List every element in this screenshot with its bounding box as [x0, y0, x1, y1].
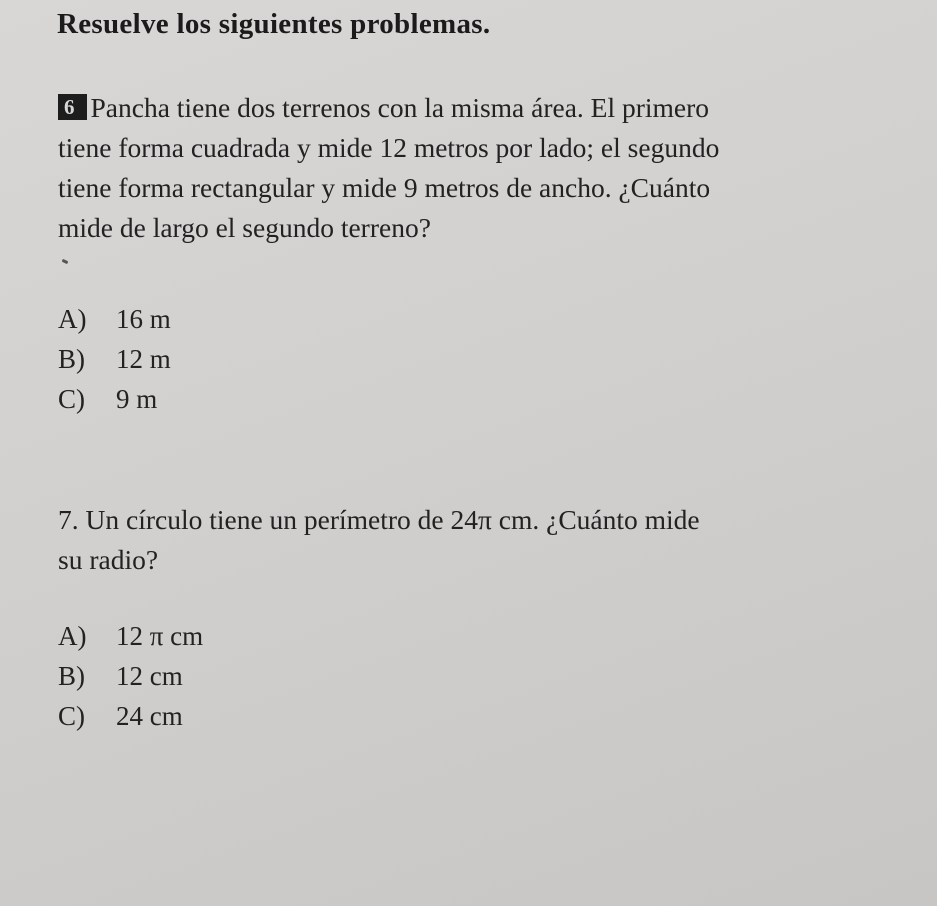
option-letter: A) [58, 621, 87, 651]
problem-6-line-1 [58, 88, 928, 128]
option-letter: C) [58, 701, 85, 731]
problem-7-option-b[interactable] [58, 656, 203, 696]
option-text: 24 cm [116, 701, 183, 731]
problem-6-line-1-text: Pancha tiene dos terrenos con la misma área. El primero [90, 92, 710, 123]
option-letter: C) [58, 384, 85, 414]
problem-6-option-a[interactable] [58, 299, 171, 339]
option-text: 12 m [116, 344, 171, 374]
problem-7-options [58, 616, 203, 736]
option-text: 12 cm [116, 661, 183, 691]
option-letter: A) [58, 304, 87, 334]
paper-speck [62, 259, 69, 264]
problem-6-option-b[interactable] [58, 339, 171, 379]
problem-6-line-2: tiene forma cuadrada y mide 12 metros por lado; el segundo [58, 132, 720, 163]
problem-6-options [58, 299, 171, 419]
option-text: 12 π cm [116, 621, 204, 651]
problem-6-line-3: tiene forma rectangular y mide 9 metros de ancho. ¿Cuánto [58, 172, 711, 203]
worksheet-heading: Resuelve los siguientes problemas. [57, 8, 491, 40]
option-text: 16 m [116, 304, 171, 334]
problem-7-line-1: 7. Un círculo tiene un perímetro de 24π cm. ¿Cuánto mide [58, 504, 700, 535]
option-text: 9 m [116, 384, 158, 414]
problem-7-option-a[interactable] [58, 616, 203, 656]
option-letter: B) [58, 344, 85, 374]
problem-6-statement [58, 88, 928, 248]
problem-7-statement [58, 500, 918, 580]
option-letter: B) [58, 661, 85, 691]
problem-7-option-c[interactable] [58, 696, 203, 736]
problem-6-line-4: mide de largo el segundo terreno? [58, 212, 431, 243]
problem-7-line-2: su radio? [58, 544, 159, 575]
problem-6-number-badge: 6 [58, 94, 87, 120]
problem-6-option-c[interactable] [58, 379, 171, 419]
